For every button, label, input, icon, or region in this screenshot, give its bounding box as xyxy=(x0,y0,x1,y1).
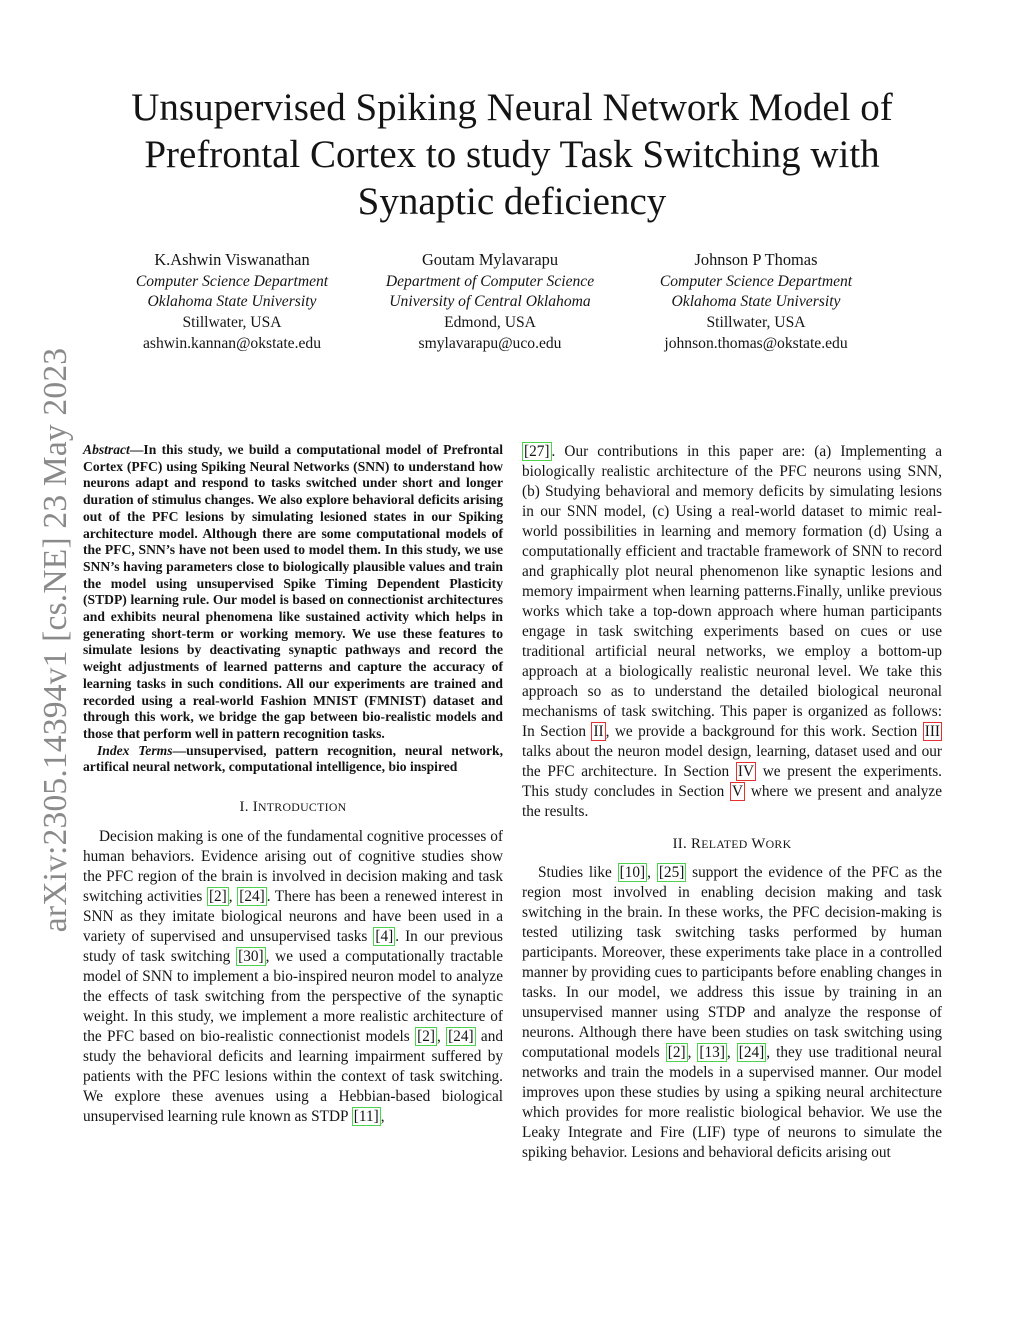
section-number: I. xyxy=(239,799,253,816)
text-run: we present the experiments. This study concludes in Section xyxy=(522,763,942,800)
text-run: , xyxy=(647,864,657,881)
arxiv-identifier: arXiv:2305.14394v1 [cs.NE] 23 May 2023 xyxy=(37,347,74,933)
text-run: , we provide a background for this work. Section xyxy=(605,723,923,740)
abstract xyxy=(83,442,503,743)
author-city: Edmond, USA xyxy=(444,314,536,332)
author-name: K.Ashwin Viswanathan xyxy=(154,250,310,269)
citation-link[interactable]: [10] xyxy=(619,864,646,881)
section-title: ORK xyxy=(765,837,792,851)
section-reference-link[interactable]: III xyxy=(924,723,941,740)
text-run: . Our contributions in this paper are: (a) Implementing a biologically realistic architecture of the PFC neurons using SNN, (b) Studying behavioral and memory deficits by simulating lesions in our SNN model, (c) Using a real-world dataset to mimic real-world possibilities in learning and memory formation (d) Using a computationally efficient and tractable framework of SNN to record and graphically plot neural phenomenon like synaptic lesions and memory impairment when learning patterns.Finally, unlike previous works which take a top-down approach where human participants engage in task switching experiments based on cues or use traditional artificial neural networks, we employ a bottom-up approach at a biologically realistic neuronal level. We take this approach so as to understand the detailed biological neuronal mechanisms of task switching. This paper is organized as follows: In Section xyxy=(522,443,942,740)
text-run: , they use traditional neural networks and train the models in a supervised manner. Our model improves upon these studies by using a spiking neural architecture which provides for more realistic biological behavior. We use the Leaky Integrate and Fire (LIF) type of neurons to simulate the spiking behavior. Lesions and behavioral deficits arising out xyxy=(522,1044,942,1161)
intro-continuation-paragraph xyxy=(522,442,942,822)
citation-link[interactable]: [2] xyxy=(208,888,227,906)
index-terms-label: Index Terms xyxy=(97,742,173,758)
paper-title xyxy=(90,84,934,225)
citation-link[interactable]: [24] xyxy=(239,888,265,906)
section-heading-related-work xyxy=(522,836,942,853)
title-line: Synaptic deficiency xyxy=(357,180,667,223)
citation-link[interactable]: [4] xyxy=(375,928,394,946)
text-run: Studies like xyxy=(538,864,618,881)
citation-link[interactable]: [24] xyxy=(448,1028,474,1046)
author-university: Oklahoma State University xyxy=(147,293,317,311)
author-email: ashwin.kannan@okstate.edu xyxy=(142,334,322,352)
author-department: Computer Science Department xyxy=(135,272,329,290)
section-initial: R xyxy=(691,836,702,852)
section-title: NTRODUCTION xyxy=(257,800,347,815)
section-reference-link[interactable]: IV xyxy=(737,763,755,780)
text-run: where we present and analyze the results. xyxy=(522,783,942,820)
section-heading-introduction xyxy=(83,799,503,816)
title-line: Prefrontal Cortex to study Task Switching with xyxy=(144,133,880,176)
author-name: Goutam Mylavarapu xyxy=(421,250,559,269)
related-work-paragraph xyxy=(522,863,942,1163)
author-block-1 xyxy=(97,250,367,355)
author-name: Johnson P Thomas xyxy=(694,250,818,269)
text-run: support the evidence of the PFC as the region most involved in enabling decision making and task switching in the brain. In these works, the PFC decision-making is tested utilizing task switching tasks performed by human participants. Moreover, these experiments take place in a controlled manner by providing cues to participants before enabling changes in tasks. In our model, we address this issue by training in an unsupervised manner using STDP and analyze the response of neurons. Although there have been studies on task switching using computational models xyxy=(522,864,943,1061)
citation-link[interactable]: [2] xyxy=(667,1044,686,1061)
text-run: , xyxy=(228,888,238,906)
section-initial: I xyxy=(252,799,258,816)
citation-link[interactable]: [2] xyxy=(417,1028,435,1046)
author-university: University of Central Oklahoma xyxy=(389,293,591,311)
index-terms-text: —unsupervised, pattern recognition, neural network, artifical neural network, computational intelligence, bio inspired xyxy=(83,742,503,775)
author-city: Stillwater, USA xyxy=(182,314,282,332)
text-run: talks about the neuron model design, learning, dataset used and our the PFC architecture. In Section xyxy=(522,743,942,780)
citation-link[interactable]: [25] xyxy=(658,864,685,881)
text-run: and study the behavioral deficits and learning impairment suffered by patients with the PFC lesions within the context of task switching. We explore these avenues using a Hebbian-based biological unsupervised learning rule known as STDP xyxy=(83,1028,504,1126)
author-email: johnson.thomas@okstate.edu xyxy=(664,334,848,352)
abstract-label: Abstract xyxy=(83,442,130,457)
text-run: , xyxy=(380,1108,385,1126)
citation-link[interactable]: [11] xyxy=(353,1108,379,1126)
left-column xyxy=(83,442,503,1127)
text-run: , xyxy=(436,1028,447,1046)
text-run: , xyxy=(726,1044,737,1061)
text-run: Decision making is one of the fundamental cognitive processes of human behaviors. Evidence arising out of cognitive studies show the PFC region of the brain is involved in decision making and task switching activities xyxy=(83,828,503,906)
author-department: Computer Science Department xyxy=(659,272,853,290)
author-block-2 xyxy=(355,250,625,355)
author-department: Department of Computer Science xyxy=(385,272,595,290)
citation-link[interactable]: [13] xyxy=(699,1044,725,1061)
author-block-3 xyxy=(621,250,891,355)
citation-link[interactable]: [27] xyxy=(524,443,550,460)
text-run: , xyxy=(687,1044,698,1061)
citation-link[interactable]: [24] xyxy=(738,1044,765,1061)
author-university: Oklahoma State University xyxy=(671,293,841,311)
citation-link[interactable]: [30] xyxy=(238,948,264,966)
section-title: ELATED xyxy=(701,837,748,851)
text-run: . In our previous study of task switching xyxy=(83,928,503,966)
index-terms xyxy=(83,743,503,776)
intro-paragraph xyxy=(83,827,503,1127)
section-initial: W xyxy=(751,836,766,852)
section-number: II. xyxy=(672,836,692,852)
text-run: , we used a computationally tractable model of SNN to implement a bio-inspired neuron model to analyze the effects of task switching from the perspective of the synaptic weight. In this study, we implement a more realistic architecture of the PFC based on bio-realistic connectionist models xyxy=(83,948,503,1046)
section-reference-link[interactable]: II xyxy=(593,723,604,740)
right-column xyxy=(522,442,942,1163)
author-city: Stillwater, USA xyxy=(706,314,806,332)
title-line: Unsupervised Spiking Neural Network Model of xyxy=(131,86,893,129)
author-email: smylavarapu@uco.edu xyxy=(418,334,562,352)
section-reference-link[interactable]: V xyxy=(732,783,744,800)
text-run: . There has been a renewed interest in SNN as they imitate biological neurons and have been used in a variety of supervised and unsupervised tasks xyxy=(83,888,503,946)
abstract-text: —In this study, we build a computational model of Prefrontal Cortex (PFC) using Spiking Neural Networks (SNN) to understand how neurons adapt and respond to tasks switched under short and longer duration of stimulus changes. We also explore behavioral deficits arising out of the PFC lesions by simulating lesioned states in our Spiking architecture model. Although there are some computational models of the PFC, SNN’s have not been used to model them. In this study, we use SNN’s having parameters close to biologically plausible values and train the model using unsupervised Spike Timing Dependent Plasticity (STDP) learning rule. Our model is based on connectionist architectures and exhibits neural phenomena like sustained activity which helps in generating short-term or working memory. We use these features to simulate lesions by deactivating synaptic pathways and record the weight adjustments of learned patterns and capture the accuracy of learning tasks in such conditions. All our experiments are trained and recorded using a real-world Fashion MNIST (FMNIST) dataset and through this work, we bridge the gap between bio-realistic models and those that perform well in pattern recognition tasks. xyxy=(83,442,503,741)
